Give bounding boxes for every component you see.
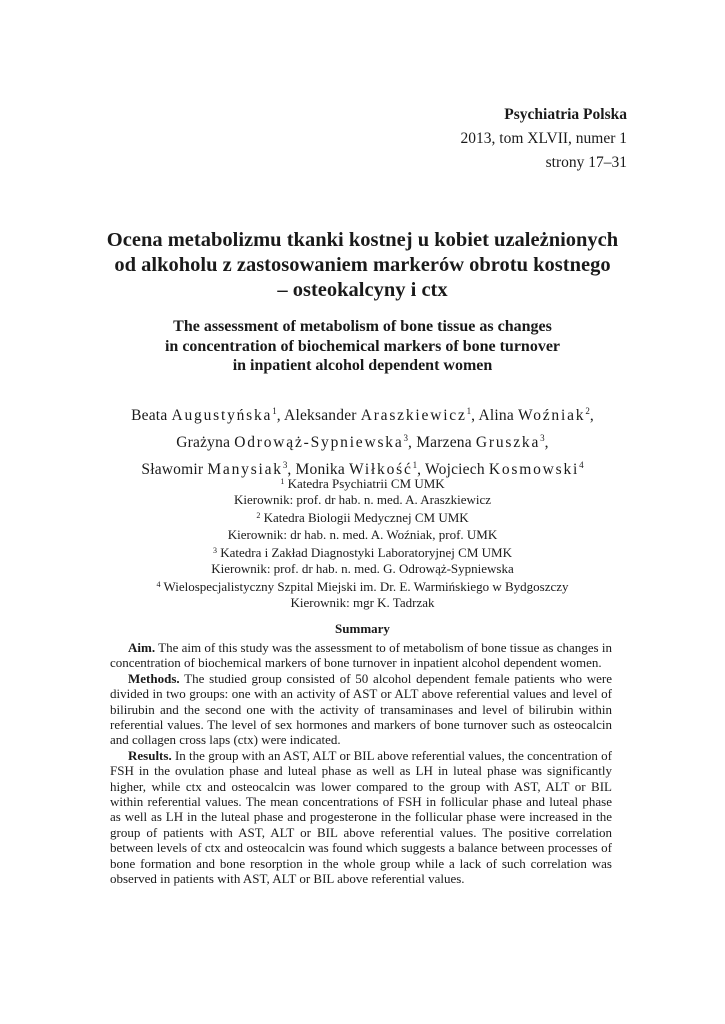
author-list [60, 400, 665, 481]
affiliation: $^3$ Katedra i Zakład Diagnostyki Laboratoryjnej CM UMK [213, 544, 512, 560]
title-english-line: The assessment of metabolism of bone tissue as changes [173, 318, 552, 335]
author: Beata Augustyńska$^1$, [131, 406, 281, 424]
summary-paragraph-methods: Methods. The studied group consisted of 50 alcohol dependent female patients who were divided in two groups: one with an activity of AST or ALT above referential values and level of bilirubin and the second one with the activity of transaminases and level of bilirubin within referential values. The level of sex hormones and markers of bone turnover such as osteocalcin and collagen cross laps (ctx) were indicated. [110, 670, 612, 748]
title-english-line: in inpatient alcohol dependent women [232, 357, 493, 374]
author: Alina Woźniak$^2$, [478, 406, 594, 424]
journal-pages: strony 17–31 [545, 154, 627, 171]
affiliation-head: Kierownik: mgr K. Tadrzak [290, 595, 435, 611]
journal-volume: 2013, tom XLVII, numer 1 [460, 130, 627, 147]
author: Wojciech Kosmowski$^4$ [425, 460, 584, 478]
title-polish [60, 228, 665, 303]
author: Monika Wiłkość$^1$, [295, 460, 422, 478]
affiliation: $^1$ Katedra Psychiatrii CM UMK [280, 476, 445, 491]
journal-header [461, 103, 627, 175]
summary-paragraph-results: Results. In the group with an AST, ALT or BIL above referential values, the concentration of FSH in the ovulation phase and luteal phase as well as LH in luteal phase was significantly higher, while ctx and osteocalcin was lower compared to the group with AST, ALT or BIL within referential values. The mean concentrations of FSH in follicular phase and luteal phase as well as LH in the luteal phase and progesterone in the follicular phase were increased in the group of patients with AST, ALT or BIL above referential values. The positive correlation between levels of ctx and osteocalcin was found which suggests a balance between processes of bone formation and bone resorption in the whole group while a lack of such correlation was observed in patients with AST, ALT or BIL above referential values. [110, 747, 612, 887]
summary-paragraph-aim: Aim. The aim of this study was the assessment to of metabolism of bone tissue as changes in concentration of biochemical markers of bone turnover in inpatient alcohol dependent women. [110, 640, 612, 671]
title-polish-line: – osteokalcyny i ctx [277, 279, 448, 301]
summary-body [110, 640, 612, 887]
author: Aleksander Araszkiewicz$^1$, [284, 406, 476, 424]
affiliation: $^2$ Katedra Biologii Medycznej CM UMK [256, 510, 469, 526]
title-english [60, 317, 665, 376]
author-line [60, 427, 665, 454]
author: Marzena Gruszka$^3$, [416, 433, 549, 451]
author: Sławomir Manysiak$^3$, [141, 460, 292, 478]
author-line [60, 400, 665, 427]
affiliation-list [60, 474, 665, 612]
affiliation-head: Kierownik: dr hab. n. med. A. Woźniak, prof. UMK [227, 526, 498, 542]
journal-name: Psychiatria Polska [504, 106, 627, 123]
affiliation-head: Kierownik: prof. dr hab. n. med. A. Araszkiewicz [233, 492, 492, 508]
title-polish-line: Ocena metabolizmu tkanki kostnej u kobiet uzależnionych [106, 229, 619, 251]
title-polish-line: od alkoholu z zastosowaniem markerów obrotu kostnego [114, 254, 611, 276]
summary-heading: Summary [335, 621, 390, 636]
title-english-line: in concentration of biochemical markers of bone turnover [164, 337, 561, 355]
affiliation-head: Kierownik: prof. dr hab. n. med. G. Odrowąż-Sypniewska [211, 561, 514, 577]
affiliation: $^4$ Wielospecjalistyczny Szpital Miejski im. Dr. E. Warmińskiego w Bydgoszczy [156, 579, 569, 595]
author: Grażyna Odrowąż-Sypniewska$^3$, [176, 433, 413, 451]
